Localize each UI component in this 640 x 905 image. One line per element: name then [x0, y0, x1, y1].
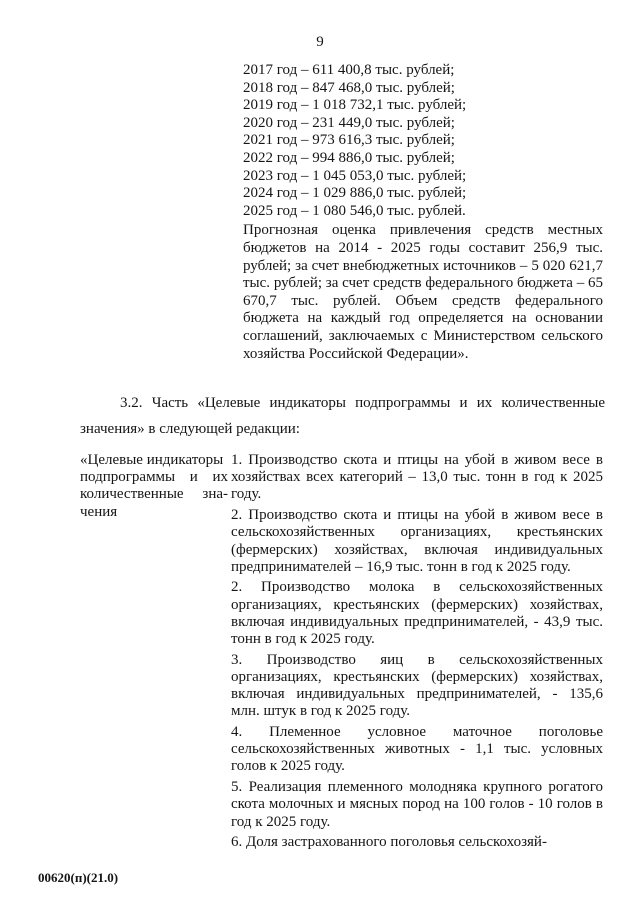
- forecast-paragraph: Прогнозная оценка привлечения средств местных бюджетов на 2014 - 2025 годы составит 256,9 тыс. рублей; за счет внебюджетных источников – 5 020 621,7 тыс. рублей; за счет средств федерального бюджета – 65 670,7 тыс. рублей. Объем средств федерального бюджета на каждый год определяется на основании соглашений, заключаемых с Министерством сельского хозяйства Российской Федерации».: [243, 222, 603, 362]
- funding-by-year: [243, 62, 603, 363]
- year-funding-line: 2023 год – 1 045 053,0 тыс. рублей;: [243, 167, 467, 184]
- label-line: [80, 504, 228, 521]
- label-word: чения: [80, 503, 118, 520]
- label-word: и: [189, 469, 198, 486]
- label-line: [80, 486, 228, 503]
- year-funding-line: 2025 год – 1 080 546,0 тыс. рублей.: [243, 202, 466, 219]
- indicator-item: 1. Производство скота и птицы на убой в живом весе в хозяйствах всех категорий – 13,0 тыс. тонн в год к 2025 году.: [231, 452, 603, 503]
- indicator-item: 6. Доля застрахованного поголовья сельскохозяй-: [231, 834, 547, 851]
- section-heading: 3.2. Часть «Целевые индикаторы подпрограммы и их количественные значения» в следующей редакции:: [80, 395, 605, 437]
- indicator-item: 2. Производство скота и птицы на убой в живом весе в сельскохозяйственных организациях, крестьянских (фермерских) хозяйствах, включая индивидуальных предпринимателей – 16,9 тыс. тонн в год к 2025 году.: [231, 507, 603, 575]
- indicator-item: 2. Производство молока в сельскохозяйственных организациях, крестьянских (фермерских) хозяйствах, включая индивидуальных предпринимателей, - 43,9 тыс. тонн в год к 2025 году.: [231, 579, 603, 648]
- indicator-item: 4. Племенное условное маточное поголовье сельскохозяйственных животных - 1,1 тыс. условных голов к 2025 году.: [231, 724, 603, 775]
- year-funding-line: 2019 год – 1 018 732,1 тыс. рублей;: [243, 97, 467, 114]
- year-funding-line: 2018 год – 847 468,0 тыс. рублей;: [243, 79, 455, 96]
- year-funding-line: 2024 год – 1 029 886,0 тыс. рублей;: [243, 185, 467, 202]
- page-number: 9: [316, 34, 324, 50]
- label-word: количественные: [80, 486, 184, 503]
- label-line: [80, 469, 228, 486]
- year-funding-line: 2022 год – 994 886,0 тыс. рублей;: [243, 149, 455, 166]
- label-word: «Целевые индикаторы: [80, 452, 224, 468]
- indicators-list: [231, 452, 603, 855]
- label-line: [80, 452, 228, 469]
- indicators-label: [80, 452, 228, 521]
- document-code: 00620(п)(21.0): [38, 870, 119, 885]
- indicator-item: 3. Производство яиц в сельскохозяйственных организациях, крестьянских (фермерских) хозяйствах, включая индивидуальных предпринимателей, - 135,6 млн. штук в год к 2025 году.: [231, 651, 603, 720]
- label-word: подпрограммы: [80, 469, 176, 486]
- year-funding-line: 2020 год – 231 449,0 тыс. рублей;: [243, 114, 455, 131]
- indicator-item: 5. Реализация племенного молодняка крупного рогатого скота молочных и мясных пород на 100 голов - 10 голов в год к 2025 году.: [231, 779, 603, 830]
- year-funding-line: 2021 год – 973 616,3 тыс. рублей;: [243, 132, 455, 149]
- label-word: их: [212, 469, 228, 486]
- label-word: зна-: [202, 486, 228, 503]
- year-funding-line: 2017 год – 611 400,8 тыс. рублей;: [243, 62, 455, 78]
